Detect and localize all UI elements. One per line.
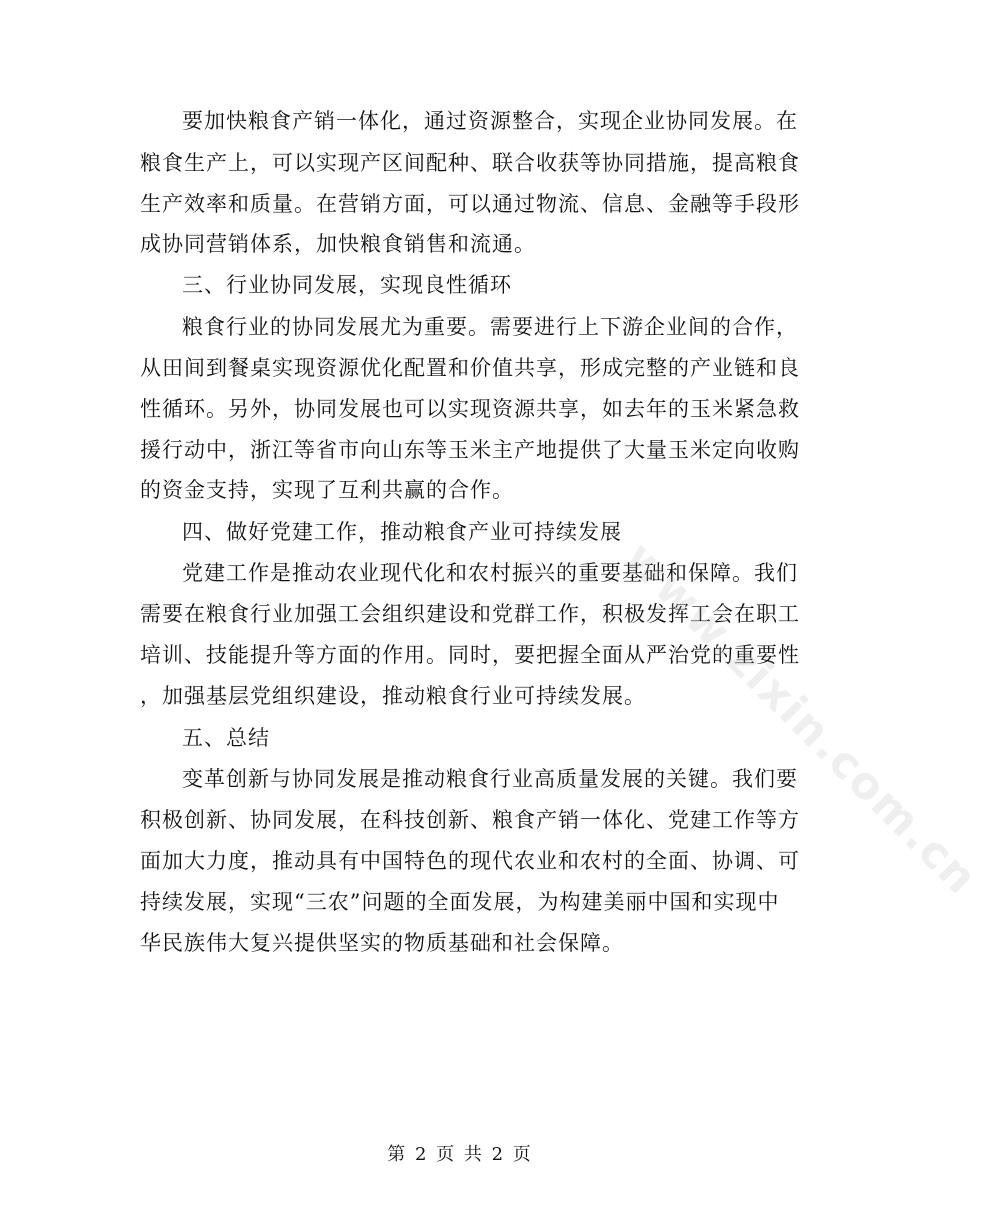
paragraph-3-line-3: 培训、技能提升等方面的作用。同时，要把握全面从严治党的重要性 bbox=[140, 643, 800, 667]
watermark: www.zixin.com.cn bbox=[614, 532, 988, 906]
paragraph-1-line-2: 粮食生产上，可以实现产区间配种、联合收获等协同措施，提高粮食 bbox=[140, 151, 800, 175]
paragraph-2-line-4: 援行动中，浙江等省市向山东等玉米主产地提供了大量玉米定向收购 bbox=[140, 438, 800, 462]
paragraph-4-line-4: 持续发展，实现“三农”问题的全面发展，为构建美丽中国和实现中 bbox=[140, 890, 780, 914]
paragraph-4-line-2: 积极创新、协同发展，在科技创新、粮食产销一体化、党建工作等方 bbox=[140, 808, 800, 832]
paragraph-4-line-3: 面加大力度，推动具有中国特色的现代农业和农村的全面、协调、可 bbox=[140, 849, 800, 873]
paragraph-3-line-2: 需要在粮食行业加强工会组织建设和党群工作，积极发挥工会在职工 bbox=[140, 602, 800, 626]
heading-section-5: 五、总结 bbox=[182, 726, 270, 750]
heading-section-4: 四、做好党建工作，推动粮食产业可持续发展 bbox=[182, 520, 622, 544]
paragraph-3-line-1: 党建工作是推动农业现代化和农村振兴的重要基础和保障。我们 bbox=[182, 561, 798, 585]
heading-section-3: 三、行业协同发展，实现良性循环 bbox=[182, 273, 512, 297]
paragraph-1-line-3: 生产效率和质量。在营销方面，可以通过物流、信息、金融等手段形 bbox=[140, 192, 800, 216]
paragraph-2-line-3: 性循环。另外，协同发展也可以实现资源共享，如去年的玉米紧急救 bbox=[140, 397, 800, 421]
paragraph-1-line-4: 成协同营销体系，加快粮食销售和流通。 bbox=[140, 232, 536, 256]
page-footer: 第 2 页 共 2 页 bbox=[387, 1144, 533, 1165]
paragraph-1-line-1: 要加快粮食产销一体化，通过资源整合，实现企业协同发展。在 bbox=[182, 109, 798, 133]
paragraph-3-line-4: ，加强基层党组织建设，推动粮食行业可持续发展。 bbox=[140, 684, 646, 708]
paragraph-4-line-5: 华民族伟大复兴提供坚实的物质基础和社会保障。 bbox=[140, 931, 624, 955]
paragraph-2-line-1: 粮食行业的协同发展尤为重要。需要进行上下游企业间的合作， bbox=[182, 315, 798, 339]
paragraph-2-line-5: 的资金支持，实现了互利共赢的合作。 bbox=[140, 478, 514, 502]
paragraph-4-line-1: 变革创新与协同发展是推动粮食行业高质量发展的关键。我们要 bbox=[182, 767, 798, 791]
paragraph-2-line-2: 从田间到餐桌实现资源优化配置和价值共享，形成完整的产业链和良 bbox=[140, 356, 800, 380]
